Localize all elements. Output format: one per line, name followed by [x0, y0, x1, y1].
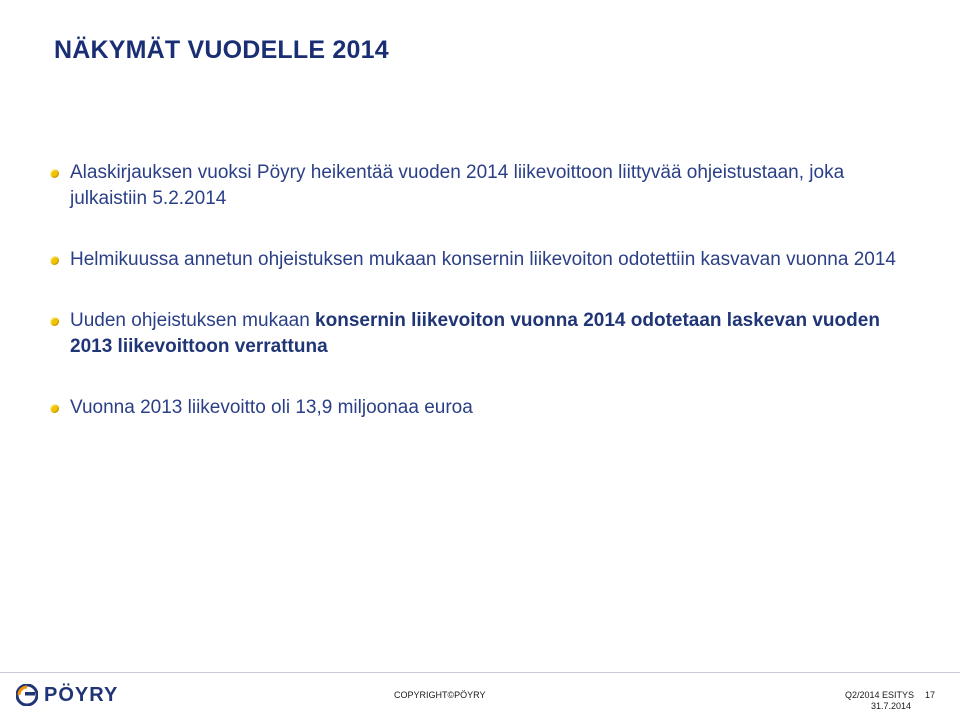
bullet-dot-icon	[50, 169, 59, 178]
page-number: 17	[925, 690, 936, 700]
bullet-text: Helmikuussa annetun ohjeistuksen mukaan konsernin liikevoiton odotettiin kasvavan vuonna 2014	[70, 249, 896, 270]
slide-title: NÄKYMÄT VUODELLE 2014	[54, 36, 389, 64]
bullet-item	[44, 395, 924, 421]
bullet-dot-icon	[50, 256, 59, 265]
bullet-text: Vuonna 2013 liikevoitto oli 13,9 miljoonaa euroa	[70, 397, 473, 418]
bullet-text: Alaskirjauksen vuoksi Pöyry heikentää vuoden 2014 liikevoittoon liittyvää ohjeistustaan, joka julkaistiin 5.2.2014	[70, 162, 845, 209]
bullet-item	[44, 308, 924, 360]
bullet-text-bold: konsernin liikevoiton vuonna 2014 odotetaan laskevan vuoden 2013 liikevoittoon verrattuna	[70, 310, 880, 357]
bullet-list	[44, 160, 924, 421]
bullet-dot-icon	[50, 317, 59, 326]
bullet-item	[44, 160, 924, 212]
poyry-logo-icon	[16, 684, 38, 706]
copyright-text: COPYRIGHT©PÖYRY	[394, 690, 486, 700]
footer-divider	[0, 672, 960, 673]
logo-text: PÖYRY	[44, 683, 119, 706]
bullet-dot-icon	[50, 404, 59, 413]
presentation-label: Q2/2014 ESITYS	[845, 690, 915, 700]
presentation-date: 31.7.2014	[870, 701, 911, 711]
company-logo	[16, 683, 118, 707]
bullet-text-normal: Uuden ohjeistuksen mukaan	[70, 310, 316, 331]
footer-presentation-info	[845, 690, 917, 712]
bullet-item	[44, 247, 924, 273]
